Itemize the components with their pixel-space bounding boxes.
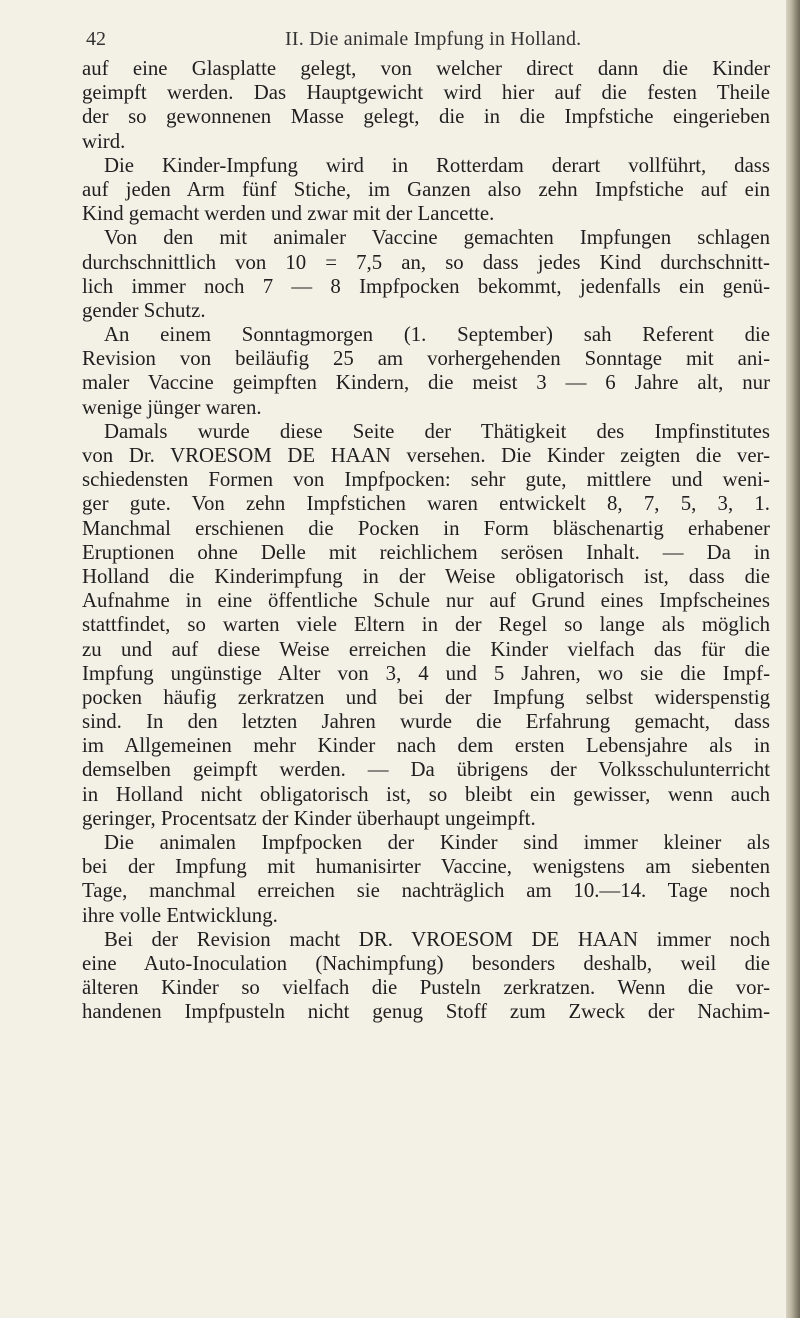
text-line: wird. — [82, 129, 126, 153]
text-line: Von den mit animaler Vaccine gemachten Impfungen schlagen — [104, 226, 770, 250]
text-line: bei der Impfung mit humanisirter Vaccine, wenigstens am siebenten — [82, 855, 770, 879]
text-line: Eruptionen ohne Delle mit reichlichem serösen Inhalt. — Da in — [82, 540, 770, 564]
text-line: Die Kinder-Impfung wird in Rotterdam derart vollführt, dass — [104, 153, 770, 177]
text-line: maler Vaccine geimpften Kindern, die meist 3 — 6 Jahre alt, nur — [82, 371, 770, 395]
text-line: durchschnittlich von 10 = 7,5 an, so dass jedes Kind durchschnitt- — [82, 250, 770, 274]
text-line: Die animalen Impfpocken der Kinder sind immer kleiner als — [104, 831, 770, 854]
page-number: 42 — [86, 28, 106, 50]
running-title: II. Die animale Impfung in Holland. — [285, 28, 582, 50]
text-line: geringer, Procentsatz der Kinder überhaupt ungeimpft. — [82, 806, 536, 830]
text-line: stattfindet, so warten viele Eltern in der Regel so lange als möglich — [82, 613, 770, 637]
text-line: Holland die Kinderimpfung in der Weise obligatorisch ist, dass die — [82, 564, 770, 588]
text-line: demselben geimpft werden. — Da übrigens der Volksschulunterricht — [82, 758, 770, 782]
text-line: von Dr. VROESOM DE HAAN versehen. Die Kinder zeigten die ver- — [82, 444, 770, 467]
text-line: schiedensten Formen von Impfpocken: sehr gute, mittlere und weni- — [82, 468, 770, 492]
text-line: ihre volle Entwicklung. — [82, 903, 278, 927]
text-line: An einem Sonntagmorgen (1. September) sah Referent die — [104, 323, 770, 347]
text-line: der so gewonnenen Masse gelegt, die in die Impfstiche eingerieben — [82, 105, 770, 129]
text-line: Revision von beiläufig 25 am vorhergehenden Sonntage mit ani- — [82, 347, 770, 371]
text-line: Bei der Revision macht DR. VROESOM DE HAAN immer noch — [104, 927, 770, 951]
text-line: geimpft werden. Das Hauptgewicht wird hier auf die festen Theile — [82, 81, 770, 105]
text-line: wenige jünger waren. — [82, 395, 262, 419]
text-line: ger gute. Von zehn Impfstichen waren entwickelt 8, 7, 5, 3, 1. — [82, 492, 770, 516]
text-line: pocken häufig zerkratzen und bei der Impfung selbst widerspenstig — [82, 685, 770, 709]
text-line: Kind gemacht werden und zwar mit der Lancette. — [82, 202, 495, 226]
body-text — [82, 57, 770, 1025]
text-line: gender Schutz. — [82, 298, 206, 322]
text-line: Impfung ungünstige Alter von 3, 4 und 5 Jahren, wo sie die Impf- — [82, 661, 770, 685]
page-header — [82, 28, 772, 60]
page-edge — [786, 0, 800, 1318]
text-line: auf eine Glasplatte gelegt, von welcher direct dann die Kinder — [82, 57, 770, 80]
text-line: handenen Impfpusteln nicht genug Stoff zum Zweck der Nachim- — [82, 1000, 770, 1024]
text-line: in Holland nicht obligatorisch ist, so bleibt ein gewisser, wenn auch — [82, 782, 770, 806]
text-line: Manchmal erschienen die Pocken in Form bläschenartig erhabener — [82, 516, 770, 540]
text-line: älteren Kinder so vielfach die Pusteln zerkratzen. Wenn die vor- — [82, 976, 770, 1000]
text-line: Tage, manchmal erreichen sie nachträglich am 10.—14. Tage noch — [82, 879, 770, 903]
text-line: auf jeden Arm fünf Stiche, im Ganzen also zehn Impfstiche auf ein — [82, 177, 770, 201]
text-line: Damals wurde diese Seite der Thätigkeit des Impfinstitutes — [104, 419, 770, 443]
text-line: eine Auto-Inoculation (Nachimpfung) besonders deshalb, weil die — [82, 951, 770, 975]
text-line: Aufnahme in eine öffentliche Schule nur auf Grund eines Impfscheines — [82, 589, 770, 613]
text-line: lich immer noch 7 — 8 Impfpocken bekommt, jedenfalls ein genü- — [82, 274, 770, 298]
text-line: zu und auf diese Weise erreichen die Kinder vielfach das für die — [82, 637, 770, 661]
text-line: im Allgemeinen mehr Kinder nach dem ersten Lebensjahre als in — [82, 734, 770, 758]
text-line: sind. In den letzten Jahren wurde die Erfahrung gemacht, dass — [82, 710, 770, 734]
